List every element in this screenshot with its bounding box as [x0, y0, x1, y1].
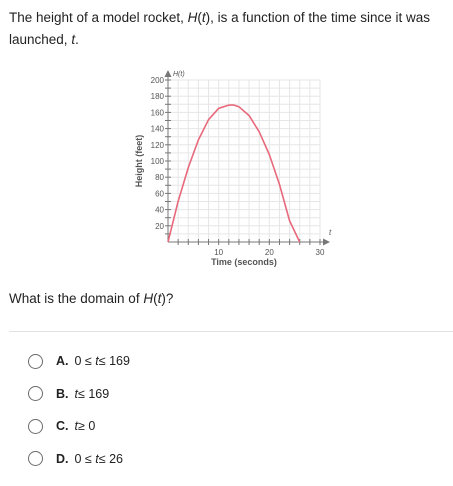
- x-axis-arrow: [323, 239, 330, 246]
- y-tick-label: 180: [150, 92, 164, 102]
- choice-part: ≥ 0: [77, 419, 96, 433]
- x-axis-label: Time (seconds): [211, 257, 277, 267]
- y-tick-label: 100: [150, 157, 164, 166]
- x-axis-name: t: [329, 228, 332, 237]
- radio-button[interactable]: [28, 419, 43, 434]
- y-axis-label: Height (feet): [134, 134, 144, 188]
- divider: [9, 331, 453, 332]
- choice-letter: B.: [56, 386, 69, 401]
- question-text: [9, 7, 439, 51]
- x-tick-label: 20: [264, 248, 274, 257]
- radio-button[interactable]: [28, 354, 43, 369]
- variable-t: t: [71, 32, 76, 47]
- rocket-height-chart: [128, 64, 338, 274]
- question-part: (: [197, 10, 202, 25]
- function-name: H: [187, 10, 198, 25]
- choice-text: [75, 452, 124, 466]
- variable-t: t: [95, 354, 99, 368]
- choice-part: ≤ 169: [77, 386, 110, 401]
- variable-t: t: [74, 419, 78, 433]
- choice-part: 0 ≤: [74, 451, 96, 466]
- choice-b[interactable]: [28, 383, 130, 405]
- choice-text: [75, 354, 130, 368]
- choice-letter: A.: [56, 354, 69, 368]
- y-axis-arrow: [165, 70, 172, 77]
- answer-choices: [28, 350, 130, 480]
- variable-t: t: [95, 451, 99, 466]
- y-tick-label: 60: [155, 189, 164, 199]
- choice-text: [75, 419, 96, 433]
- variable-t: t: [201, 10, 206, 25]
- choice-a[interactable]: [28, 350, 130, 372]
- radio-button[interactable]: [28, 386, 43, 401]
- question-part: .: [75, 32, 79, 47]
- x-tick-label: 10: [214, 248, 224, 257]
- domain-question: [9, 291, 173, 306]
- y-tick-label: 120: [150, 140, 164, 150]
- variable-t: t: [157, 291, 162, 306]
- choice-part: ≤ 169: [98, 354, 130, 368]
- radio-button[interactable]: [28, 451, 43, 466]
- chart-svg: [128, 64, 338, 274]
- question-part: What is the domain of: [9, 291, 144, 306]
- choice-letter: D.: [56, 451, 69, 466]
- y-tick-label: 140: [150, 124, 164, 134]
- choice-part: 0 ≤: [74, 354, 96, 368]
- y-axis-name: H(t): [173, 71, 185, 78]
- question-part: (: [153, 291, 158, 306]
- y-tick-label: 80: [155, 173, 164, 183]
- y-tick-label: 160: [150, 108, 164, 118]
- choice-text: [75, 387, 110, 401]
- y-tick-label: 40: [155, 205, 164, 215]
- x-tick-label: 30: [315, 248, 325, 257]
- question-part: , is a function of the time since it was launched,: [9, 10, 430, 47]
- y-tick-label: 200: [150, 76, 164, 85]
- choice-c[interactable]: [28, 415, 130, 437]
- question-part: The height of a model rocket,: [9, 10, 188, 25]
- choice-d[interactable]: [28, 448, 130, 470]
- choice-letter: C.: [56, 419, 69, 433]
- variable-t: t: [74, 386, 78, 401]
- y-tick-label: 20: [155, 221, 164, 231]
- question-part: ): [205, 10, 211, 25]
- choice-part: ≤ 26: [98, 451, 123, 466]
- function-name: H: [143, 291, 154, 306]
- question-part: )?: [161, 291, 174, 306]
